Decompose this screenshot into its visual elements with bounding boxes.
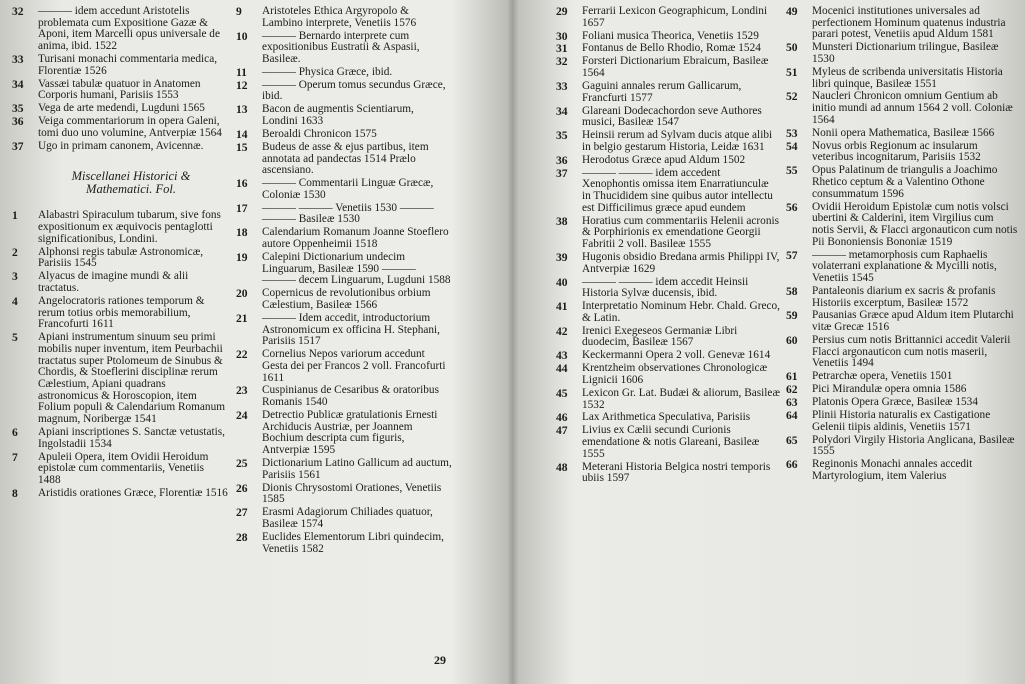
entry-number: 49 (786, 5, 798, 18)
entry-number: 24 (236, 409, 248, 423)
catalog-entry (236, 6, 452, 29)
right-page-column-1 (556, 6, 780, 486)
entry-group-miscellanei (12, 210, 228, 499)
entry-number: 21 (236, 311, 248, 325)
catalog-entry (786, 384, 1018, 396)
catalog-entry (236, 385, 452, 408)
entry-number: 59 (786, 309, 798, 323)
catalog-entry (556, 216, 780, 251)
entry-text: ——— Physica Græce, ibid. (262, 65, 393, 78)
catalog-entry (556, 56, 780, 79)
catalog-entry (556, 301, 780, 324)
entry-number: 11 (236, 65, 247, 79)
catalog-entry (786, 286, 1018, 309)
entry-number: 16 (236, 177, 248, 191)
entry-text: Ovidii Heroidum Epistolæ cum notis volsci ubertini & Calderini, item Virgilius cum notis Servii, & Flacci argonauticon cum notis Pii Bononiensis Bononiæ 1519 (812, 200, 1018, 248)
entry-number: 38 (556, 214, 568, 228)
entry-number: 17 (236, 201, 248, 215)
catalog-entry (12, 247, 228, 270)
catalog-entry (236, 313, 452, 348)
entry-text: ——— idem accedunt Aristotelis problemata cum Expositione Gazæ & Aponi, item Marcelli opus universale de anima, ibid. 1522 (38, 5, 220, 53)
catalog-entry (12, 6, 228, 53)
entry-text: Naucleri Chronicon omnium Gentium ab initio mundi ad annum 1564 2 voll. Coloniæ 1564 (812, 90, 1013, 126)
entry-text: Hugonis obsidio Bredana armis Philippi IV, Antverpiæ 1629 (582, 250, 780, 275)
entry-number: 27 (236, 506, 248, 520)
entry-text: Persius cum notis Brittannici accedit Valerii Flacci argonauticon cum notis maserii, Venetiis 1494 (812, 334, 1011, 370)
entry-number: 58 (786, 284, 798, 298)
catalog-entry (236, 31, 452, 66)
entry-number: 4 (12, 294, 18, 308)
entry-text: Plinii Historia naturalis ex Castigatione Gelenii tiipis aldinis, Venetiis 1571 (812, 409, 991, 433)
entry-text: Euclides Elementorum Libri quindecim, Venetiis 1582 (262, 530, 444, 555)
entry-number: 57 (786, 248, 798, 262)
entry-text: ——— ——— Venetiis 1530 ——— ——— Basileæ 1530 (262, 201, 434, 226)
catalog-entry (556, 130, 780, 153)
entry-text: Angelocratoris rationes temporum & rerum totius orbis memorabilium, Francofurti 1611 (38, 294, 205, 331)
entry-text: Petrarchæ opera, Venetiis 1501 (812, 370, 953, 383)
catalog-entry (556, 155, 780, 167)
entry-number: 26 (236, 481, 248, 495)
entry-text: Bacon de augmentis Scientiarum, Londini 1633 (262, 103, 414, 128)
catalog-entry (236, 483, 452, 506)
entry-number: 64 (786, 409, 798, 423)
catalog-entry (12, 210, 228, 245)
catalog-entry (12, 271, 228, 294)
entry-text: Vega de arte medendi, Lugduni 1565 (38, 102, 205, 115)
catalog-entry (786, 128, 1018, 140)
catalog-entry (12, 79, 228, 102)
catalog-entry (786, 141, 1018, 164)
catalog-entry (786, 435, 1018, 458)
entry-text: Apiani inscriptiones S. Sanctæ vetustatis, Ingolstadii 1534 (38, 425, 226, 450)
entry-group-medical (12, 6, 228, 152)
entry-text: Mocenici institutiones universales ad perfectionem Hominum quatenus industria parari potest, Venetiis apud Aldum 1581 (812, 5, 1006, 41)
entry-number: 32 (12, 5, 24, 18)
entry-number: 61 (786, 370, 798, 384)
entry-text: Pantaleonis diarium ex sacris & profanis Historiis excerptum, Basileæ 1572 (812, 284, 996, 309)
entry-text: Interpretatio Nominum Hebr. Chald. Greco, & Latin. (582, 300, 780, 324)
entry-text: Platonis Opera Græce, Basileæ 1534 (812, 396, 978, 409)
entry-number: 50 (786, 41, 798, 55)
left-page-column-1 (12, 6, 228, 501)
catalog-entry (556, 106, 780, 129)
entry-number: 15 (236, 140, 248, 154)
catalog-entry (236, 67, 452, 79)
entry-text: Alyacus de imagine mundi & alii tractatus. (38, 270, 189, 294)
entry-number: 56 (786, 200, 798, 214)
entry-number: 41 (556, 300, 568, 314)
catalog-entry (786, 42, 1018, 65)
entry-number: 12 (236, 78, 248, 92)
entry-number: 43 (556, 349, 568, 363)
entry-text: Fontanus de Bello Rhodio, Romæ 1524 (582, 42, 761, 55)
entry-number: 3 (12, 270, 18, 284)
entry-text: Forsteri Dictionarium Ebraicum, Basileæ 1564 (582, 55, 769, 80)
catalog-entry (12, 141, 228, 153)
catalog-entry (556, 43, 780, 55)
entry-number: 29 (556, 5, 568, 18)
entry-text: Apiani instrumentum sinuum seu primi mobilis nuper inventum, item Peurbachii tractatus super Ptolomeum de Sinubus & Chordis, & Stoeflerini disciplinæ rerum Cælestium, Apiani quadrans astronomicus & Horoscopion, item Folium populi & Calendarium Romanum magnum, Noribergæ 1541 (38, 331, 226, 426)
entry-number: 44 (556, 362, 568, 376)
entry-number: 1 (12, 209, 18, 223)
entry-number: 7 (12, 450, 18, 464)
entry-text: ——— ——— idem accedit Heinsii Historia Sylvæ ducensis, ibid. (582, 275, 749, 300)
catalog-entry (786, 91, 1018, 126)
entry-number: 31 (556, 42, 568, 56)
entry-text: ——— Operum tomus secundus Græce, ibid. (262, 78, 446, 103)
catalog-entry (556, 412, 780, 424)
entry-text: Turisani monachi commentaria medica, Florentiæ 1526 (38, 53, 218, 77)
catalog-entry (236, 104, 452, 127)
catalog-entry (556, 363, 780, 386)
catalog-entry (12, 54, 228, 77)
entry-text: Polydori Virgily Historia Anglicana, Basileæ 1555 (812, 433, 1015, 458)
catalog-entry (786, 202, 1018, 249)
entry-number: 32 (556, 55, 568, 69)
entry-number: 30 (556, 29, 568, 43)
catalog-entry (556, 388, 780, 411)
entry-text: Budeus de asse & ejus partibus, item annotata ad pandectas 1514 Prælo ascensiano. (262, 140, 429, 177)
entry-text: Ugo in primam canonem, Avicennæ. (38, 139, 204, 152)
entry-number: 47 (556, 424, 568, 438)
catalog-entry (12, 452, 228, 487)
entry-number: 39 (556, 250, 568, 264)
entry-text: Beroaldi Chronicon 1575 (262, 127, 377, 140)
entry-number: 14 (236, 127, 248, 141)
entry-text: Livius ex Cælii secundi Curionis emendatione & notis Glareani, Basileæ 1555 (582, 424, 760, 460)
entry-text: Alabastri Spiraculum tubarum, sive fons expositionum ex æquivocis pentaglotti significationibus, Londini. (38, 209, 221, 245)
catalog-entry (12, 332, 228, 426)
catalog-entry (556, 277, 780, 300)
entry-text: Aristoteles Ethica Argyropolo & Lambino interprete, Venetiis 1576 (262, 5, 417, 29)
catalog-entry (12, 296, 228, 331)
entry-number: 20 (236, 287, 248, 301)
entry-number: 62 (786, 383, 798, 397)
entry-text: Calepini Dictionarium undecim Linguarum, Basileæ 1590 ——— ——— decem Linguarum, Lugduni 1588 (262, 250, 451, 287)
section-heading: Miscellanei Historici & Mathematici. Fol. (71, 169, 191, 197)
entry-text: Cornelius Nepos variorum accedunt Gesta dei per Francos 2 voll. Francofurti 1611 (262, 348, 446, 384)
catalog-entry (786, 335, 1018, 370)
catalog-entry (786, 397, 1018, 409)
catalog-entry (236, 410, 452, 457)
entry-number: 13 (236, 103, 248, 117)
entry-text: Myleus de scribenda universitatis Historia libri quinque, Basileæ 1551 (812, 65, 1003, 90)
entry-text: Lax Arithmetica Speculativa, Parisiis (582, 411, 751, 424)
entry-text: Ferrarii Lexicon Geographicum, Londini 1657 (582, 5, 768, 29)
entry-text: Erasmi Adagiorum Chiliades quatuor, Basileæ 1574 (262, 506, 433, 530)
right-page-column-2 (786, 6, 1018, 484)
entry-number: 25 (236, 457, 248, 471)
entry-text: ——— Idem accedit, introductorium Astronomicum ex officina H. Stephani, Parisiis 1517 (262, 311, 440, 348)
entry-text: ——— ——— idem accedent Xenophontis omissa item Enarratiunculæ in Thucididem sine quibus autor intellectu est Difficilimus græce apud eundem (582, 166, 773, 214)
catalog-entry (556, 31, 780, 43)
entry-text: Keckermanni Opera 2 voll. Genevæ 1614 (582, 349, 771, 362)
page-number: 29 (434, 653, 446, 667)
entry-text: Foliani musica Theorica, Venetiis 1529 (582, 29, 759, 42)
catalog-entry (236, 142, 452, 177)
catalog-entry (786, 310, 1018, 333)
entry-text: Alphonsi regis tabulæ Astronomicæ, Parisiis 1545 (38, 245, 204, 270)
catalog-entry (556, 462, 780, 485)
entry-text: Novus orbis Regionum ac insularum veteribus incognitarum, Parisiis 1532 (812, 139, 981, 164)
entry-text: Meterani Historia Belgica nostri temporis ubiis 1597 (582, 460, 771, 485)
entry-number: 36 (556, 153, 568, 167)
catalog-entry (786, 165, 1018, 200)
entry-number: 34 (556, 104, 568, 118)
entry-text: Gaguini annales rerum Gallicarum, Francfurti 1577 (582, 79, 742, 104)
entry-number: 42 (556, 324, 568, 338)
catalog-entry (556, 326, 780, 349)
entry-number: 33 (556, 79, 568, 93)
entry-number: 23 (236, 384, 248, 398)
left-page-column-2 (236, 6, 452, 556)
catalog-entry (236, 203, 452, 226)
catalog-entry (236, 288, 452, 311)
entry-number: 55 (786, 164, 798, 178)
entry-number: 6 (12, 425, 18, 439)
catalog-entry (556, 6, 780, 29)
entry-text: Irenici Exegeseos Germaniæ Libri duodecim, Basileæ 1567 (582, 324, 738, 349)
catalog-entry (12, 116, 228, 139)
catalog-entry (236, 129, 452, 141)
entry-text: Veiga commentariorum in opera Galeni, tomi duo uno volumine, Antverpiæ 1564 (38, 115, 222, 139)
entry-text: Detrectio Publicæ gratulationis Ernesti Archiducis Austriæ, per Joannem Bochium descripta cum figuris, Antverpiæ 1595 (262, 409, 438, 457)
entry-number: 46 (556, 411, 568, 425)
entry-number: 19 (236, 250, 248, 264)
catalog-entry (236, 458, 452, 481)
catalog-entry (556, 168, 780, 215)
catalog-entry (556, 350, 780, 362)
entry-text: Dionis Chrysostomi Orationes, Venetiis 1585 (262, 481, 442, 506)
entry-text: ——— Commentarii Linguæ Græcæ, Coloniæ 1530 (262, 177, 434, 201)
entry-text: Horatius cum commentariis Helenii acronis & Porphirionis ex emendatione Georgii Fabritii 2 voll. Basileæ 1555 (582, 214, 780, 251)
catalog-entry (12, 488, 228, 500)
entry-number: 35 (12, 102, 24, 116)
entry-text: Apuleii Opera, item Ovidii Heroidum epistolæ cum commentariis, Venetiis 1488 (38, 450, 209, 486)
entry-number: 63 (786, 396, 798, 410)
entry-number: 37 (12, 139, 24, 153)
catalog-entry (12, 427, 228, 450)
entry-text: ——— metamorphosis cum Raphaelis volaterrani explanatione & Mycilli notis, Venetiis 1545 (812, 248, 997, 284)
entry-text: Glareani Dodecachordon seve Authores musici, Basileæ 1547 (582, 104, 762, 129)
entry-text: ——— Bernardo interprete cum expositionibus Eustratii & Aspasii, Basileæ. (262, 29, 420, 65)
entry-number: 34 (12, 77, 24, 91)
entry-number: 65 (786, 433, 798, 447)
entry-number: 53 (786, 126, 798, 140)
entry-number: 5 (12, 331, 18, 345)
entry-number: 48 (556, 460, 568, 474)
entry-number: 10 (236, 29, 248, 43)
catalog-entry (556, 252, 780, 275)
catalog-entry (556, 425, 780, 460)
entry-text: Munsteri Dictionarium trilingue, Basileæ 1530 (812, 41, 999, 65)
entry-number: 8 (12, 486, 18, 500)
entry-text: Calendarium Romanum Joanne Stoeflero autore Oppenheimii 1518 (262, 226, 449, 251)
entry-number: 22 (236, 348, 248, 362)
entry-text: Nonii opera Mathematica, Basileæ 1566 (812, 126, 995, 139)
entry-text: Lexicon Gr. Lat. Budæi & aliorum, Basileæ 1532 (582, 386, 780, 411)
catalog-entry (786, 371, 1018, 383)
catalog-entry (556, 81, 780, 104)
entry-text: Herodotus Græce apud Aldum 1502 (582, 153, 746, 166)
catalog-entry (786, 250, 1018, 285)
entry-text: Cuspinianus de Cesaribus & oratoribus Romanis 1540 (262, 384, 439, 409)
entry-text: Reginonis Monachi annales accedit Martyrologium, item Valerius (812, 458, 973, 482)
catalog-entry (236, 178, 452, 201)
entry-text: Krentzheim observationes Chronologicæ Lignicii 1606 (582, 362, 768, 386)
entry-text: Heinsii rerum ad Sylvam ducis atque alibi in belgio gestarum Historia, Leidæ 1631 (582, 129, 773, 153)
entry-number: 51 (786, 65, 798, 79)
entry-text: Pausanias Græce apud Aldum item Plutarchi vitæ Grecæ 1516 (812, 309, 1014, 334)
entry-number: 37 (556, 166, 568, 180)
catalog-entry (786, 67, 1018, 90)
catalog-entry (786, 6, 1018, 41)
entry-number: 36 (12, 115, 24, 129)
entry-text: Copernicus de revolutionibus orbium Cælestium, Basileæ 1566 (262, 287, 431, 311)
entry-text: Aristidis orationes Græce, Florentiæ 1516 (38, 486, 228, 499)
entry-number: 35 (556, 129, 568, 143)
entry-number: 52 (786, 90, 798, 104)
entry-number: 60 (786, 334, 798, 348)
entry-number: 45 (556, 386, 568, 400)
entry-text: Vassæi tabulæ quatuor in Anatomen Corporis humani, Parisiis 1553 (38, 77, 201, 102)
entry-number: 66 (786, 458, 798, 472)
catalog-entry (236, 349, 452, 384)
catalog-entry (236, 252, 452, 287)
catalog-entry (236, 227, 452, 250)
catalog-entry (786, 410, 1018, 433)
entry-number: 18 (236, 226, 248, 240)
entry-text: Dictionarium Latino Gallicum ad auctum, Parisiis 1561 (262, 457, 452, 481)
catalog-entry (786, 459, 1018, 482)
entry-number: 40 (556, 275, 568, 289)
entry-number: 2 (12, 245, 18, 259)
entry-text: Opus Palatinum de triangulis a Joachimo Rhetico ceptum & a Valentino Othone consummatum 1596 (812, 164, 998, 200)
entry-number: 28 (236, 530, 248, 544)
entry-number: 9 (236, 5, 242, 18)
catalog-entry (236, 532, 452, 555)
entry-number: 54 (786, 139, 798, 153)
entry-number: 33 (12, 53, 24, 66)
catalog-entry (236, 80, 452, 103)
catalog-entry (12, 103, 228, 115)
entry-text: Pici Mirandulæ opera omnia 1586 (812, 383, 967, 396)
catalog-entry (236, 507, 452, 530)
